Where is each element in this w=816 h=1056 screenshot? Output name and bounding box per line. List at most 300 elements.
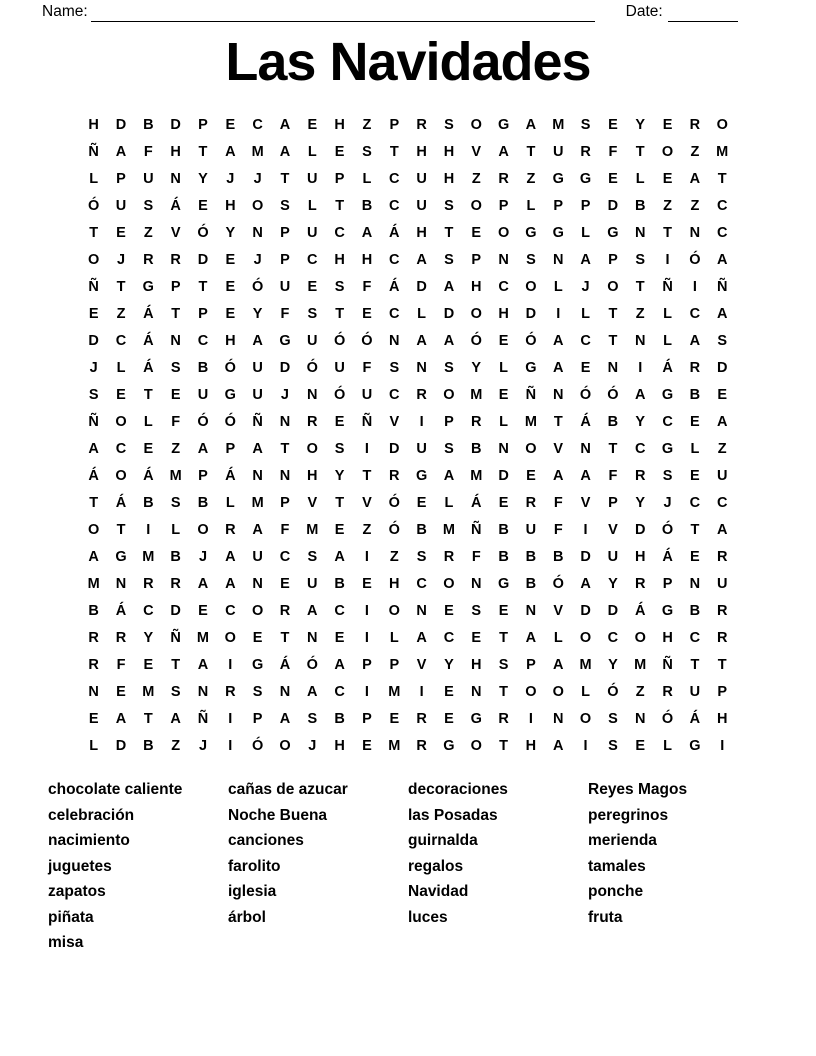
grid-cell: N <box>553 711 564 727</box>
grid-cell: E <box>88 306 99 322</box>
grid-cell: T <box>143 387 153 403</box>
grid-cell: S <box>362 144 372 160</box>
grid-cell: C <box>716 198 728 214</box>
grid-cell: T <box>89 225 99 241</box>
grid-cell: Ó <box>525 333 537 349</box>
grid-cell: T <box>717 657 727 673</box>
grid-cell: P <box>498 198 509 214</box>
grid-row <box>80 382 736 409</box>
grid-cell: E <box>334 522 345 538</box>
grid-cell: I <box>720 738 725 754</box>
word-search-grid <box>80 112 736 760</box>
grid-cell: P <box>198 117 208 133</box>
grid-cell: R <box>225 522 236 538</box>
grid-cell: P <box>608 495 618 511</box>
grid-cell: Á <box>662 549 673 565</box>
grid-cell: S <box>635 252 646 268</box>
grid-cell: N <box>689 225 701 241</box>
word-bank-item: nacimiento <box>48 832 130 849</box>
grid-cell: V <box>608 522 618 538</box>
grid-cell: L <box>553 630 563 646</box>
grid-cell: A <box>197 657 209 673</box>
grid-cell: N <box>416 360 427 376</box>
grid-cell: U <box>307 225 318 241</box>
grid-cell: R <box>416 711 427 727</box>
grid-cell: N <box>279 684 291 700</box>
grid-cell: A <box>225 549 236 565</box>
grid-cell: M <box>87 576 100 592</box>
grid-cell: E <box>307 117 318 133</box>
grid-cell: O <box>197 522 209 538</box>
grid-cell: L <box>663 306 672 322</box>
grid-cell: S <box>170 684 181 700</box>
grid-cell: A <box>252 522 263 538</box>
grid-cell: O <box>634 630 646 646</box>
grid-cell: Ó <box>388 495 400 511</box>
grid-cell: C <box>662 414 673 430</box>
grid-cell: N <box>553 387 564 403</box>
grid-cell: T <box>553 414 563 430</box>
grid-cell: T <box>116 522 126 538</box>
grid-cell: S <box>389 360 400 376</box>
grid-cell: C <box>334 225 345 241</box>
grid-cell: E <box>225 279 236 295</box>
grid-cell: P <box>662 576 673 592</box>
grid-cell: I <box>692 279 697 295</box>
grid-cell: S <box>608 738 618 754</box>
grid-cell: Ó <box>607 684 619 700</box>
grid-cell: S <box>717 333 728 349</box>
grid-cell: M <box>388 738 401 754</box>
grid-cell: B <box>334 576 345 592</box>
word-bank-item: luces <box>408 908 448 926</box>
grid-cell: U <box>416 171 427 187</box>
grid-cell: S <box>88 387 99 403</box>
grid-cell: T <box>608 306 618 322</box>
grid-cell: E <box>143 657 154 673</box>
grid-cell: G <box>497 117 510 133</box>
grid-cell: Á <box>689 711 701 727</box>
grid-cell: B <box>143 117 154 133</box>
grid-cell: E <box>635 738 646 754</box>
grid-cell: U <box>252 549 263 565</box>
grid-cell: H <box>88 117 99 133</box>
grid-cell: D <box>498 468 509 484</box>
grid-cell: Y <box>608 576 618 592</box>
grid-cell: Z <box>690 144 700 160</box>
grid-cell: B <box>170 549 181 565</box>
grid-cell: O <box>115 414 127 430</box>
grid-cell: O <box>716 117 728 133</box>
grid-cell: I <box>364 684 369 700</box>
grid-cell: N <box>416 603 427 619</box>
grid-cell: T <box>198 144 208 160</box>
grid-cell: N <box>471 576 482 592</box>
grid-cell: B <box>88 603 99 619</box>
grid-cell: U <box>279 279 291 295</box>
grid-cell: L <box>143 414 153 430</box>
grid-cell: E <box>690 549 700 565</box>
grid-row <box>80 166 736 193</box>
grid-cell: U <box>416 441 427 457</box>
grid-cell: C <box>689 495 701 511</box>
grid-cell: D <box>443 306 455 322</box>
grid-cell: L <box>526 198 536 214</box>
grid-row <box>80 301 736 328</box>
grid-cell: P <box>580 198 591 214</box>
word-bank-item: las Posadas <box>408 806 498 824</box>
grid-cell: Ñ <box>716 279 728 295</box>
grid-cell: R <box>716 549 728 565</box>
grid-cell: T <box>280 171 290 187</box>
grid-cell: R <box>143 252 154 268</box>
grid-row <box>80 274 736 301</box>
grid-cell: Ó <box>251 738 264 754</box>
grid-cell: O <box>306 441 318 457</box>
grid-cell: T <box>526 144 536 160</box>
grid-row <box>80 463 736 490</box>
grid-cell: P <box>608 252 618 268</box>
grid-cell: P <box>526 657 536 673</box>
grid-cell: S <box>252 684 263 700</box>
grid-cell: S <box>444 117 454 133</box>
grid-cell: M <box>251 495 264 511</box>
word-bank-item: piñata <box>48 908 94 926</box>
grid-cell: N <box>498 252 509 268</box>
grid-cell: A <box>716 306 728 322</box>
grid-cell: N <box>170 171 181 187</box>
grid-cell: R <box>716 630 728 646</box>
grid-cell: J <box>280 387 289 403</box>
grid-cell: U <box>252 387 263 403</box>
grid-cell: Ñ <box>88 144 99 160</box>
grid-cell: Á <box>88 468 99 484</box>
grid-cell: O <box>470 198 482 214</box>
grid-cell: M <box>142 684 155 700</box>
grid-cell: C <box>580 333 591 349</box>
grid-cell: M <box>470 468 483 484</box>
grid-cell: U <box>607 549 619 565</box>
grid-cell: P <box>198 306 208 322</box>
grid-cell: U <box>307 333 318 349</box>
grid-cell: O <box>388 603 400 619</box>
grid-cell: J <box>308 738 317 754</box>
grid-cell: O <box>497 225 510 241</box>
grid-cell: A <box>307 684 318 700</box>
grid-cell: Ó <box>251 279 264 295</box>
grid-cell: J <box>89 360 98 376</box>
grid-cell: O <box>443 387 455 403</box>
grid-cell: E <box>116 225 126 241</box>
grid-cell: N <box>170 333 181 349</box>
grid-cell: A <box>225 576 236 592</box>
grid-cell: R <box>525 495 537 511</box>
grid-cell: I <box>228 738 233 754</box>
grid-cell: H <box>334 117 345 133</box>
word-bank-column <box>48 777 228 956</box>
grid-cell: P <box>389 657 400 673</box>
grid-cell: E <box>225 306 236 322</box>
word-bank-item: misa <box>48 934 84 951</box>
grid-cell: N <box>252 468 263 484</box>
grid-cell: N <box>607 360 619 376</box>
grid-cell: Á <box>143 306 154 322</box>
grid-cell: T <box>444 225 454 241</box>
grid-cell: R <box>580 144 591 160</box>
grid-cell: P <box>471 252 482 268</box>
grid-cell: A <box>634 387 646 403</box>
grid-cell: A <box>689 171 701 187</box>
grid-cell: A <box>252 441 263 457</box>
grid-cell: T <box>608 333 618 349</box>
grid-cell: B <box>525 549 537 565</box>
word-bank-item: farolito <box>228 857 281 875</box>
grid-cell: H <box>334 738 345 754</box>
word-bank-item: celebración <box>48 806 135 824</box>
grid-cell: D <box>580 603 591 619</box>
grid-cell: M <box>524 414 537 430</box>
grid-cell: S <box>143 198 154 214</box>
grid-cell: B <box>471 441 482 457</box>
grid-cell: S <box>471 603 482 619</box>
grid-cell: L <box>663 333 672 349</box>
grid-cell: Y <box>225 225 236 241</box>
grid-cell: Ó <box>333 387 346 403</box>
grid-cell: Ó <box>224 414 236 430</box>
grid-cell: A <box>580 576 591 592</box>
grid-cell: S <box>444 360 454 376</box>
word-bank-item: peregrinos <box>588 806 669 824</box>
word-bank-item: merienda <box>588 832 657 849</box>
grid-cell: C <box>716 495 728 511</box>
grid-cell: G <box>224 387 236 403</box>
grid-cell: P <box>170 279 181 295</box>
grid-cell: Y <box>252 306 263 322</box>
word-bank-item: decoraciones <box>408 781 508 798</box>
grid-cell: C <box>443 630 455 646</box>
grid-cell: V <box>471 144 482 160</box>
grid-cell: E <box>198 198 208 214</box>
grid-cell: Ó <box>306 360 318 376</box>
grid-cell: R <box>170 576 181 592</box>
grid-cell: C <box>389 252 400 268</box>
grid-cell: U <box>689 684 701 700</box>
grid-cell: A <box>115 711 127 727</box>
grid-cell: B <box>143 738 154 754</box>
grid-cell: O <box>579 630 592 646</box>
grid-cell: P <box>717 684 728 700</box>
grid-cell: Á <box>662 360 673 376</box>
grid-cell: E <box>690 414 700 430</box>
grid-cell: T <box>690 522 700 538</box>
grid-cell: Á <box>471 495 482 511</box>
grid-cell: G <box>443 738 455 754</box>
grid-cell: L <box>581 306 590 322</box>
grid-cell: E <box>444 711 454 727</box>
grid-cell: J <box>116 252 126 268</box>
grid-cell: A <box>334 657 345 673</box>
grid-cell: I <box>364 603 369 619</box>
grid-cell: O <box>470 117 482 133</box>
grid-cell: H <box>525 738 537 754</box>
grid-cell: A <box>553 468 564 484</box>
grid-cell: A <box>498 144 509 160</box>
grid-cell: C <box>416 576 427 592</box>
grid-cell: P <box>280 495 290 511</box>
grid-cell: A <box>553 333 564 349</box>
grid-cell: I <box>364 630 369 646</box>
grid-cell: P <box>198 468 208 484</box>
grid-cell: R <box>389 468 400 484</box>
grid-cell: P <box>252 711 263 727</box>
grid-cell: B <box>416 522 427 538</box>
grid-cell: E <box>198 603 208 619</box>
grid-row <box>80 490 736 517</box>
grid-cell: Z <box>717 441 727 457</box>
grid-cell: G <box>552 171 564 187</box>
grid-cell: N <box>252 225 263 241</box>
grid-cell: J <box>253 252 262 268</box>
grid-cell: O <box>552 684 564 700</box>
word-bank-column <box>228 777 408 956</box>
grid-cell: V <box>170 225 181 241</box>
word-bank-item: iglesia <box>228 883 277 900</box>
grid-cell: I <box>556 306 561 322</box>
grid-row <box>80 355 736 382</box>
grid-cell: Á <box>143 360 154 376</box>
grid-cell: P <box>362 657 372 673</box>
grid-cell: Z <box>389 549 399 565</box>
grid-cell: E <box>362 576 372 592</box>
grid-cell: P <box>280 225 290 241</box>
grid-cell: M <box>716 144 729 160</box>
grid-cell: A <box>716 252 728 268</box>
grid-cell: L <box>171 522 181 538</box>
grid-cell: G <box>279 333 291 349</box>
grid-cell: H <box>225 333 236 349</box>
grid-cell: L <box>690 441 700 457</box>
grid-cell: A <box>580 252 591 268</box>
grid-cell: E <box>307 279 318 295</box>
grid-cell: C <box>389 306 400 322</box>
grid-cell: U <box>307 171 318 187</box>
grid-cell: G <box>115 549 127 565</box>
grid-cell: L <box>635 171 645 187</box>
grid-cell: H <box>498 306 509 322</box>
word-bank-item: chocolate caliente <box>48 781 183 798</box>
grid-cell: A <box>443 333 455 349</box>
grid-cell: O <box>224 630 236 646</box>
grid-cell: P <box>116 171 126 187</box>
word-bank-item: ponche <box>588 883 644 900</box>
grid-cell: R <box>170 252 181 268</box>
grid-cell: T <box>335 198 345 214</box>
grid-cell: L <box>499 414 509 430</box>
grid-cell: L <box>307 198 317 214</box>
grid-cell: Ó <box>661 711 674 727</box>
grid-cell: O <box>251 198 264 214</box>
grid-cell: U <box>252 360 263 376</box>
grid-cell: S <box>444 198 454 214</box>
grid-cell: G <box>470 711 482 727</box>
grid-cell: C <box>389 387 400 403</box>
grid-cell: A <box>88 549 99 565</box>
grid-cell: L <box>389 630 399 646</box>
grid-cell: F <box>280 522 290 538</box>
grid-cell: U <box>197 387 209 403</box>
grid-cell: P <box>362 711 372 727</box>
grid-cell: B <box>361 198 373 214</box>
grid-cell: M <box>634 657 647 673</box>
grid-cell: B <box>498 522 509 538</box>
grid-cell: G <box>661 603 674 619</box>
grid-cell: Á <box>143 468 154 484</box>
grid-cell: P <box>225 441 236 457</box>
grid-cell: I <box>364 441 369 457</box>
header <box>42 1 778 22</box>
word-bank-item: regalos <box>408 857 464 875</box>
grid-cell: G <box>552 225 564 241</box>
grid-cell: L <box>225 495 235 511</box>
grid-cell: Á <box>634 603 646 619</box>
grid-cell: Ó <box>197 225 209 241</box>
grid-cell: I <box>419 684 424 700</box>
grid-cell: E <box>334 630 345 646</box>
grid-cell: E <box>416 495 427 511</box>
grid-cell: E <box>471 630 482 646</box>
grid-cell: A <box>279 711 291 727</box>
grid-cell: B <box>143 495 154 511</box>
grid-cell: O <box>470 306 482 322</box>
grid-cell: Ó <box>197 414 209 430</box>
grid-cell: A <box>279 144 291 160</box>
grid-cell: H <box>389 576 400 592</box>
grid-cell: Ñ <box>197 711 209 727</box>
grid-cell: E <box>225 252 236 268</box>
grid-cell: D <box>607 198 619 214</box>
grid-row <box>80 247 736 274</box>
grid-cell: N <box>689 576 701 592</box>
grid-cell: E <box>498 495 509 511</box>
grid-cell: B <box>553 549 564 565</box>
grid-cell: A <box>279 117 291 133</box>
grid-cell: A <box>115 144 127 160</box>
grid-cell: H <box>361 252 373 268</box>
grid-cell: C <box>143 603 154 619</box>
grid-cell: T <box>663 225 672 241</box>
grid-cell: M <box>251 144 264 160</box>
grid-cell: E <box>471 225 482 241</box>
grid-cell: A <box>88 441 99 457</box>
grid-cell: H <box>471 657 482 673</box>
grid-cell: G <box>525 225 537 241</box>
grid-cell: F <box>143 144 153 160</box>
grid-cell: U <box>525 522 537 538</box>
grid-cell: T <box>635 279 645 295</box>
grid-cell: Ó <box>361 333 373 349</box>
grid-cell: S <box>444 252 454 268</box>
grid-cell: A <box>361 225 373 241</box>
grid-cell: Y <box>635 414 646 430</box>
word-bank-item: Noche Buena <box>228 806 328 824</box>
grid-cell: H <box>416 144 427 160</box>
grid-cell: A <box>525 630 537 646</box>
grid-cell: Ñ <box>662 279 673 295</box>
word-bank-item: tamales <box>588 857 646 875</box>
grid-cell: D <box>607 603 619 619</box>
grid-row <box>80 409 736 436</box>
grid-cell: O <box>607 279 619 295</box>
